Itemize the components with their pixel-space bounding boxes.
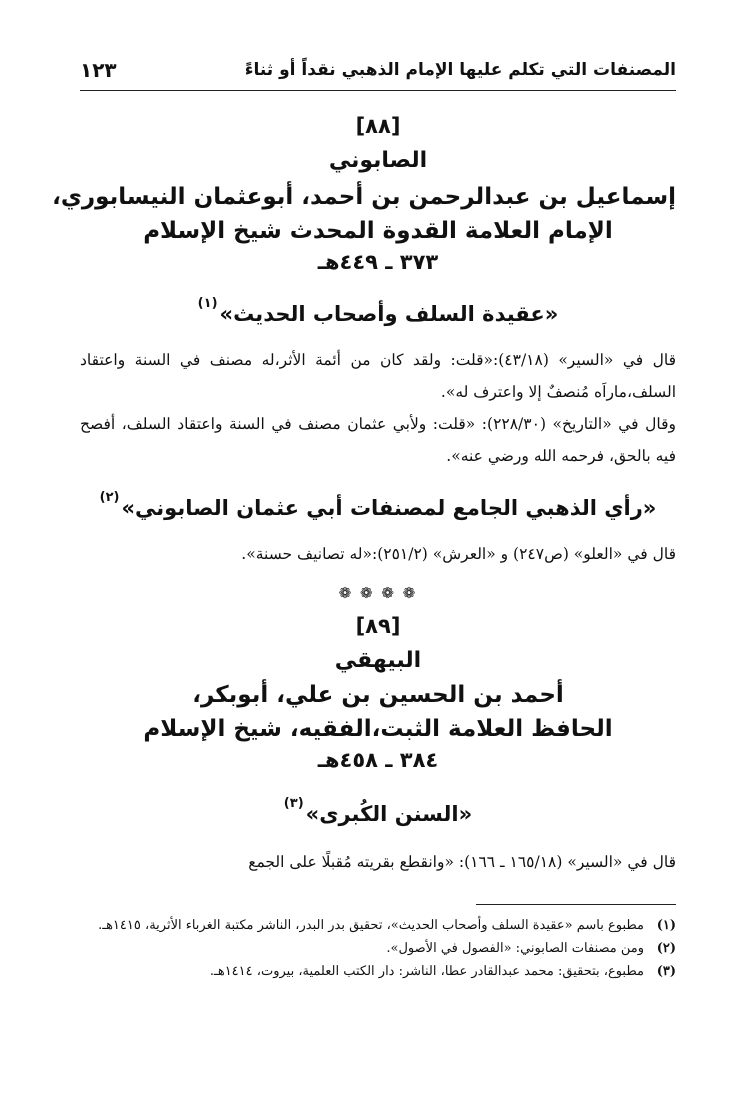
entry-dates: ٣٧٣ ـ ٤٤٩هـ xyxy=(317,250,439,274)
footnote-text: مطبوع باسم «عقيدة السلف وأصحاب الحديث»، تحقيق بدر البدر، الناشر مكتبة الغرباء الأثرية، ١٤١٥هـ. xyxy=(98,918,644,933)
entry-nickname: الصابوني xyxy=(328,148,428,173)
entry-titles: الإمام العلامة القدوة المحدث شيخ الإسلام xyxy=(143,218,613,244)
footnote-number: (٣) xyxy=(656,964,676,979)
paragraph: قال في «السير» (١٦٥/١٨ ـ ١٦٦): «وانقطع بقريته مُقبلًا على الجمع xyxy=(248,853,676,871)
running-header xyxy=(80,56,676,91)
paragraph: وقال في «التاريخ» (٢٢٨/٣٠): «قلت: ولأبي عثمان مصنف في السنة واعتقاد السلف، أفصح فيه بالحق، فرحمه الله ورضي عنه». xyxy=(80,415,676,465)
footnote-number: (١) xyxy=(656,918,676,933)
work-title-text: «عقيدة السلف وأصحاب الحديث» xyxy=(219,302,559,326)
work-title xyxy=(80,490,676,520)
footnote xyxy=(80,937,676,960)
footnote-ref: (٣) xyxy=(283,796,304,811)
footnote-ref: (٢) xyxy=(99,490,120,505)
paragraph: قال في «السير» (٤٣/١٨):«قلت: ولقد كان من أئمة الأثر،له مصنف في السنة واعتقاد السلف،ماراَه مُنصفٌ إلا واعترف له». xyxy=(80,351,676,401)
work-title xyxy=(80,796,676,826)
entry-number: [٨٩] xyxy=(355,614,401,638)
footnote-ref: (١) xyxy=(197,296,218,311)
work-title-text: «السنن الكُبرى» xyxy=(305,802,473,826)
entry-nickname: البيهقي xyxy=(334,648,422,673)
footnote-rule xyxy=(476,904,676,905)
page-number: ١٢٣ xyxy=(80,58,117,82)
header-title: المصنفات التي تكلم عليها الإمام الذهبي نقداً أو ثناءً xyxy=(244,60,676,80)
footnote xyxy=(80,960,676,983)
work-title-text: «رأي الذهبي الجامع لمصنفات أبي عثمان الصابوني» xyxy=(121,496,657,520)
footnotes xyxy=(80,914,676,983)
entry-number: [٨٨] xyxy=(355,114,401,138)
section-separator: ❁ ❁ ❁ ❁ xyxy=(338,584,418,602)
paragraph: قال في «العلو» (ص٢٤٧) و «العرش» (٢٥١/٢):«له تصانيف حسنة». xyxy=(241,545,676,563)
entry-name: إسماعيل بن عبدالرحمن بن أحمد، أبوعثمان النيسابوري، xyxy=(52,184,676,210)
entry-dates: ٣٨٤ ـ ٤٥٨هـ xyxy=(317,748,439,772)
entry-name: أحمد بن الحسين بن علي، أبوبكر، xyxy=(192,682,564,708)
footnote-text: مطبوع، بتحقيق: محمد عبدالقادر عطا، الناشر: دار الكتب العلمية، بيروت، ١٤١٤هـ. xyxy=(209,964,644,979)
work-title xyxy=(80,296,676,326)
footnote xyxy=(80,914,676,937)
entry-titles: الحافظ العلامة الثبت،الفقيه، شيخ الإسلام xyxy=(143,716,613,742)
footnote-number: (٢) xyxy=(656,941,676,956)
footnote-text: ومن مصنفات الصابوني: «الفصول في الأصول». xyxy=(386,941,644,956)
